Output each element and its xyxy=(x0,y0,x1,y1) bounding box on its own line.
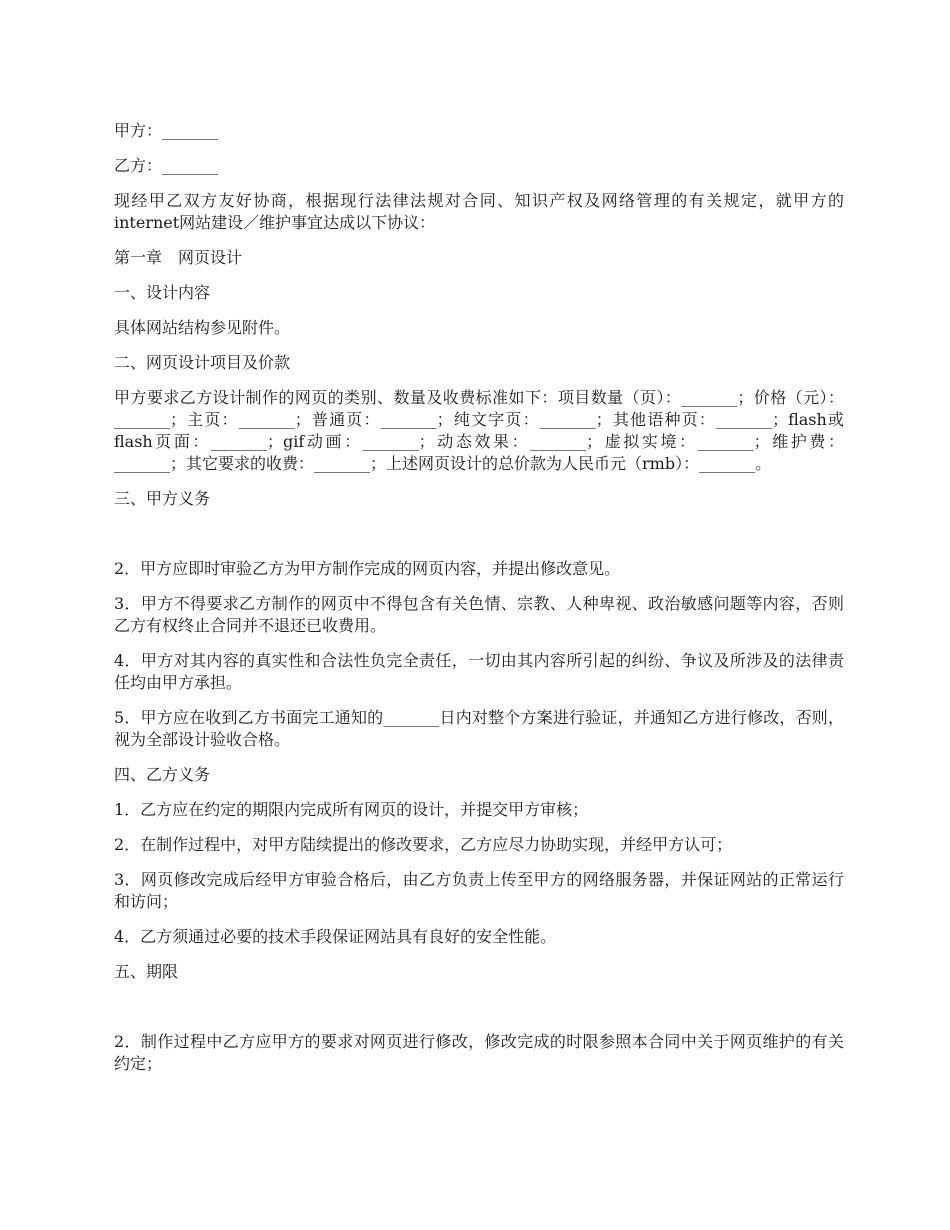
list-item: 3．网页修改完成后经甲方审验合格后，由乙方负责上传至甲方的网络服务器，并保证网站的正常运行和访问； xyxy=(114,870,844,911)
party-a-line: 甲方：_______ xyxy=(114,121,219,140)
list-item: 2．制作过程中乙方应甲方的要求对网页进行修改，修改完成的时限参照本合同中关于网页维护的有关约定； xyxy=(114,1032,844,1073)
preamble-paragraph: 现经甲乙双方友好协商，根据现行法律法规对合同、知识产权及网络管理的有关规定，就甲方的internet网站建设／维护事宜达成以下协议： xyxy=(114,191,844,232)
list-item: 2．在制作过程中，对甲方陆续提出的修改要求，乙方应尽力协助实现，并经甲方认可； xyxy=(114,835,733,854)
blank-gap xyxy=(114,996,844,1031)
list-item: 4．乙方须通过必要的技术手段保证网站具有良好的安全性能。 xyxy=(114,927,557,946)
list-item: 1．乙方应在约定的期限内完成所有网页的设计，并提交甲方审核； xyxy=(114,800,589,819)
party-b-line: 乙方：_______ xyxy=(114,156,219,175)
section-heading: 四、乙方义务 xyxy=(114,765,211,784)
list-item: 2．甲方应即时审验乙方为甲方制作完成的网页内容，并提出修改意见。 xyxy=(114,559,621,578)
list-item: 5．甲方应在收到乙方书面完工通知的_______日内对整个方案进行验证，并通知乙方进行修改，否则，视为全部设计验收合格。 xyxy=(114,708,844,749)
list-item: 3．甲方不得要求乙方制作的网页中不得包含有关色情、宗教、人种卑视、政治敏感问题等内容，否则乙方有权终止合同并不退还已收费用。 xyxy=(114,594,844,635)
chapter-title: 第一章 网页设计 xyxy=(114,248,243,267)
section-paragraph: 具体网站结构参见附件。 xyxy=(114,318,291,337)
section-heading: 一、设计内容 xyxy=(114,283,211,302)
blank-gap xyxy=(114,523,844,558)
pricing-paragraph: 甲方要求乙方设计制作的网页的类别、数量及收费标准如下：项目数量（页）：_______；价格（元）：_______；主页：_______；普通页：_______；纯文字页：_______；其他语种页：_______；flash或flash页面：_______；gif动画：_______；动态效果：_______；虚拟实境：_______；维护费：_______；其它要求的收费：_______；上述网页设计的总价款为人民币元（rmb）：_______。 xyxy=(114,388,844,473)
section-heading: 二、网页设计项目及价款 xyxy=(114,353,291,372)
contract-document xyxy=(114,120,844,1088)
section-heading: 五、期限 xyxy=(114,962,179,981)
list-item: 4．甲方对其内容的真实性和合法性负完全责任，一切由其内容所引起的纠纷、争议及所涉及的法律责任均由甲方承担。 xyxy=(114,651,844,692)
section-heading: 三、甲方义务 xyxy=(114,489,211,508)
